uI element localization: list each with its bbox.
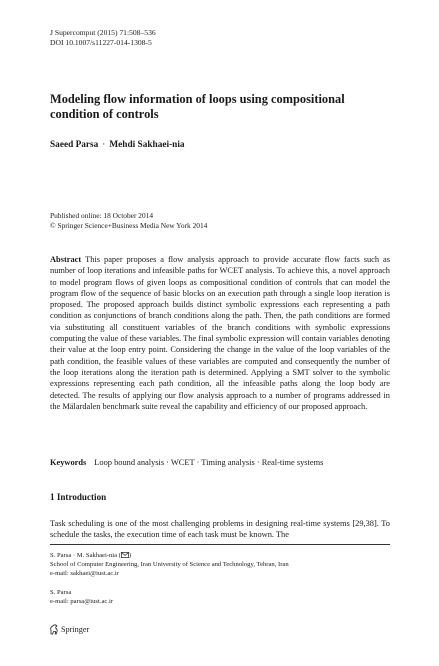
title-line-1: Modeling flow information of loops using compositional	[50, 92, 345, 106]
section-heading: 1 Introduction	[50, 492, 107, 502]
author-footnote	[50, 551, 395, 578]
footnote-name: S. Parsa	[50, 589, 72, 596]
author-footnote	[50, 588, 395, 606]
footnote-email: e-mail: sakhaei@iust.ac.ir	[50, 570, 119, 577]
title-line-2: condition of controls	[50, 107, 159, 121]
publisher-name: Springer	[61, 625, 90, 634]
published-date: Published online: 18 October 2014	[50, 211, 154, 220]
footnote-authors-close: )	[128, 552, 132, 559]
author-separator: ·	[102, 140, 106, 150]
keywords	[50, 458, 390, 467]
author-list	[50, 140, 185, 150]
publication-info	[50, 211, 207, 231]
springer-horse-icon	[49, 624, 59, 635]
footnote-divider	[50, 544, 390, 545]
footnote-authors: S. Parsa · M. Sakhaei-nia (	[50, 552, 121, 559]
keywords-label: Keywords	[50, 458, 87, 467]
intro-text: Task scheduling is one of the most challenging problems in designing real-time systems	[50, 519, 353, 528]
journal-header	[50, 28, 156, 48]
journal-citation: J Supercomput (2015) 71:508–536	[50, 28, 156, 37]
abstract-text: This paper proposes a flow analysis approach to provide accurate flow facts such as number of loop iterations and infeasible paths for WCET analysis. To achieve this, a novel approach to model program flows of given loops as compositional condition of controls that can model the program flow of the sequence of basic blocks on an execution path through a single loop iteration is proposed. The proposed approach builds distinct symbolic expressions each representing a path condition as conjunctions of branch conditions along the path. Then, the path conditions are formed via substituting all constituent variables of the branch conditions with symbolic expressions computing the value of these variables. The final symbolic expression will contain variables denoting their value at the loop entry point. Considering the change in the value of the loop variables of the path condition, the feasible values of these variables are computed and consequently the number of the loop iterations along the iteration path is determined. Applying a SMT solver to the symbolic expressions representing each path condition, all the infeasible paths along the loop body are detected. The results of applying our flow analysis approach to a number of programs addressed in the Mälardalen benchmark suite reveal the capability and efficiency of our proposed approach.	[50, 255, 390, 411]
footnote-names	[50, 551, 395, 560]
footnote-email: e-mail: parsa@iust.ac.ir	[50, 598, 114, 605]
footnote-affiliation: School of Computer Engineering, Iran University of Science and Technology, Tehran, Iran	[50, 561, 289, 568]
publisher-logo	[49, 624, 89, 635]
author-name: Mehdi Sakhaei-nia	[109, 140, 185, 150]
copyright-notice: © Springer Science+Business Media New York 2014	[50, 221, 208, 230]
citation-link[interactable]: [29,38]	[352, 519, 377, 528]
introduction-text	[50, 518, 390, 541]
author-name: Saeed Parsa	[50, 140, 99, 150]
abstract	[50, 254, 390, 412]
envelope-icon	[121, 552, 132, 559]
paper-title	[50, 92, 390, 122]
doi: DOI 10.1007/s11227-014-1308-5	[50, 38, 152, 47]
abstract-label: Abstract	[50, 255, 82, 264]
intro-text: . To schedule the tasks, the execution time of each task must be known. The	[50, 519, 390, 540]
keywords-text: Loop bound analysis · WCET · Timing analysis · Real-time systems	[94, 458, 324, 467]
